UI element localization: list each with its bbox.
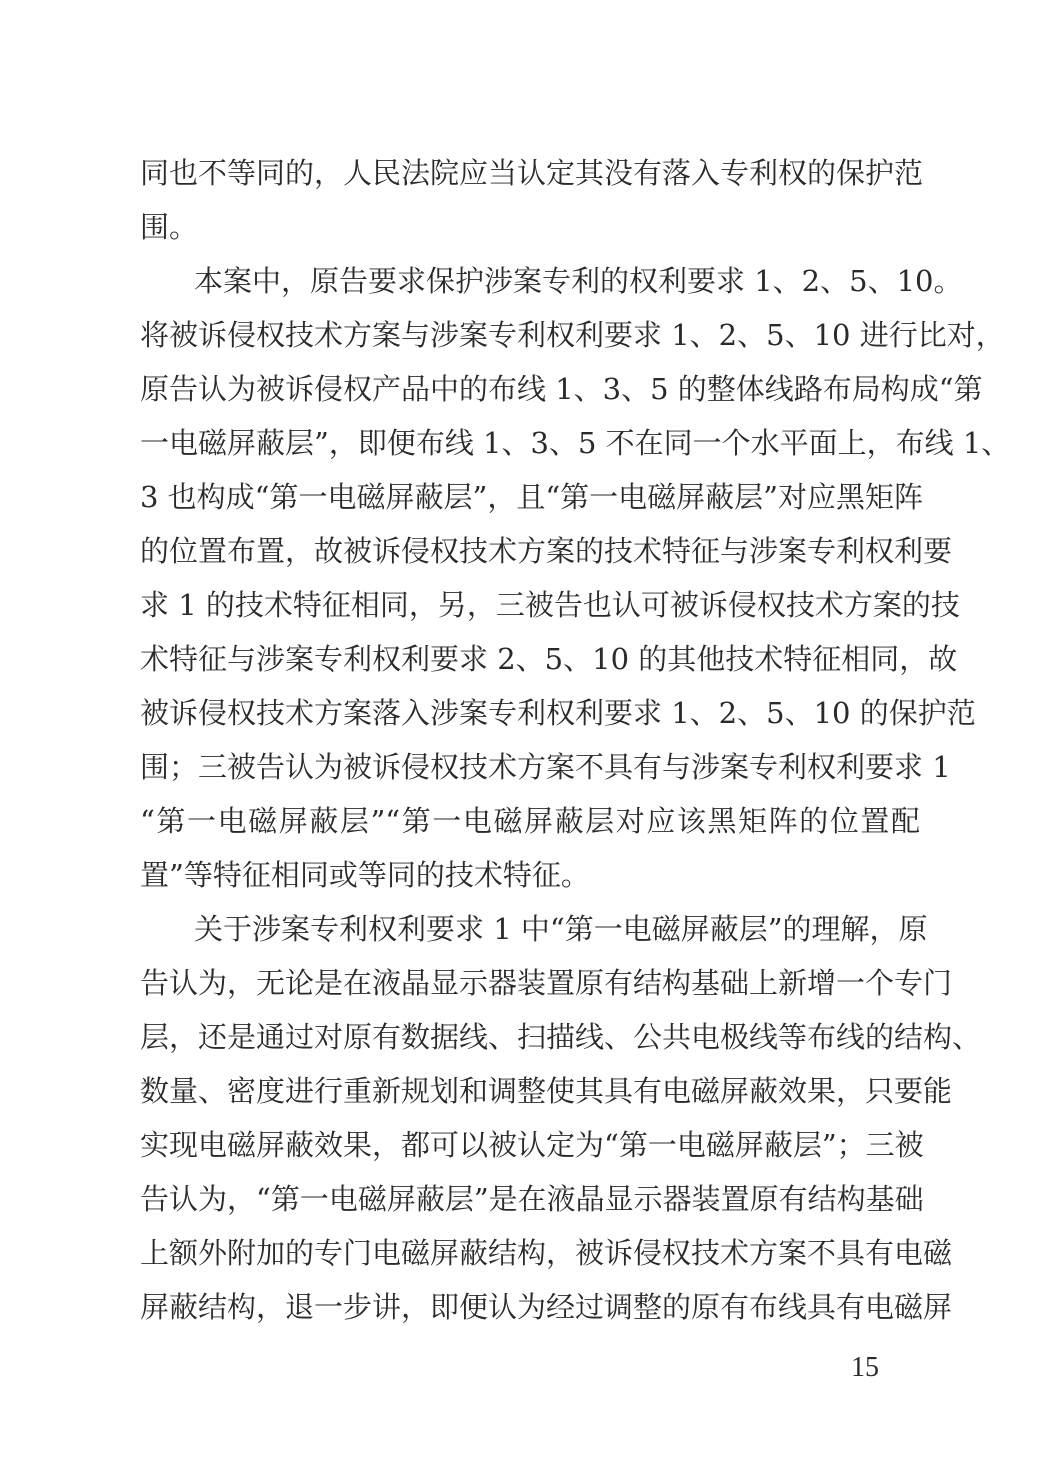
text-line: 层，还是通过对原有数据线、扫描线、公共电极线等布线的结构、: [140, 1020, 982, 1054]
paragraph-first-line: 本案中，原告要求保护涉案专利的权利要求 1、2、5、10。: [194, 264, 963, 298]
text-line: 的位置布置，故被诉侵权技术方案的技术特征与涉案专利权利要: [140, 534, 953, 568]
text-line: 告认为，无论是在液晶显示器装置原有结构基础上新增一个专门: [140, 966, 953, 1000]
text-line: 置”等特征相同或等同的技术特征。: [140, 858, 590, 892]
text-line: “第一电磁屏蔽层”“第一电磁屏蔽层对应该黑矩阵的位置配: [140, 804, 920, 838]
paragraph-first-line: 关于涉案专利权利要求 1 中“第一电磁屏蔽层”的理解，原: [194, 912, 928, 946]
text-line: 被诉侵权技术方案落入涉案专利权利要求 1、2、5、10 的保护范: [140, 696, 976, 730]
text-line: 上额外附加的专门电磁屏蔽结构，被诉侵权技术方案不具有电磁: [140, 1236, 953, 1270]
text-line: 围。: [140, 210, 199, 244]
text-line: 实现电磁屏蔽效果，都可以被认定为“第一电磁屏蔽层”；三被: [140, 1128, 924, 1162]
text-line: 一电磁屏蔽层”，即便布线 1、3、5 不在同一个水平面上，布线 1、: [140, 426, 1011, 460]
text-line: 告认为，“第一电磁屏蔽层”是在液晶显示器装置原有结构基础: [140, 1182, 924, 1216]
text-line: 求 1 的技术特征相同，另，三被告也认可被诉侵权技术方案的技: [140, 588, 960, 622]
text-line: 3 也构成“第一电磁屏蔽层”，且“第一电磁屏蔽层”对应黑矩阵: [140, 480, 923, 514]
text-line: 围；三被告认为被诉侵权技术方案不具有与涉案专利权利要求 1: [140, 750, 951, 784]
text-line: 数量、密度进行重新规划和调整使其具有电磁屏蔽效果，只要能: [140, 1074, 953, 1108]
text-line: 术特征与涉案专利权利要求 2、5、10 的其他技术特征相同，故: [140, 642, 958, 676]
text-line: 原告认为被诉侵权产品中的布线 1、3、5 的整体线路布局构成“第: [140, 372, 983, 406]
text-line: 屏蔽结构，退一步讲，即便认为经过调整的原有布线具有电磁屏: [140, 1290, 953, 1324]
text-line: 将被诉侵权技术方案与涉案专利权利要求 1、2、5、10 进行比对，: [140, 318, 1005, 352]
text-line: 同也不等同的，人民法院应当认定其没有落入专利权的保护范: [140, 156, 924, 190]
body-text: [140, 146, 1011, 1334]
page-number: 15: [851, 1352, 879, 1383]
